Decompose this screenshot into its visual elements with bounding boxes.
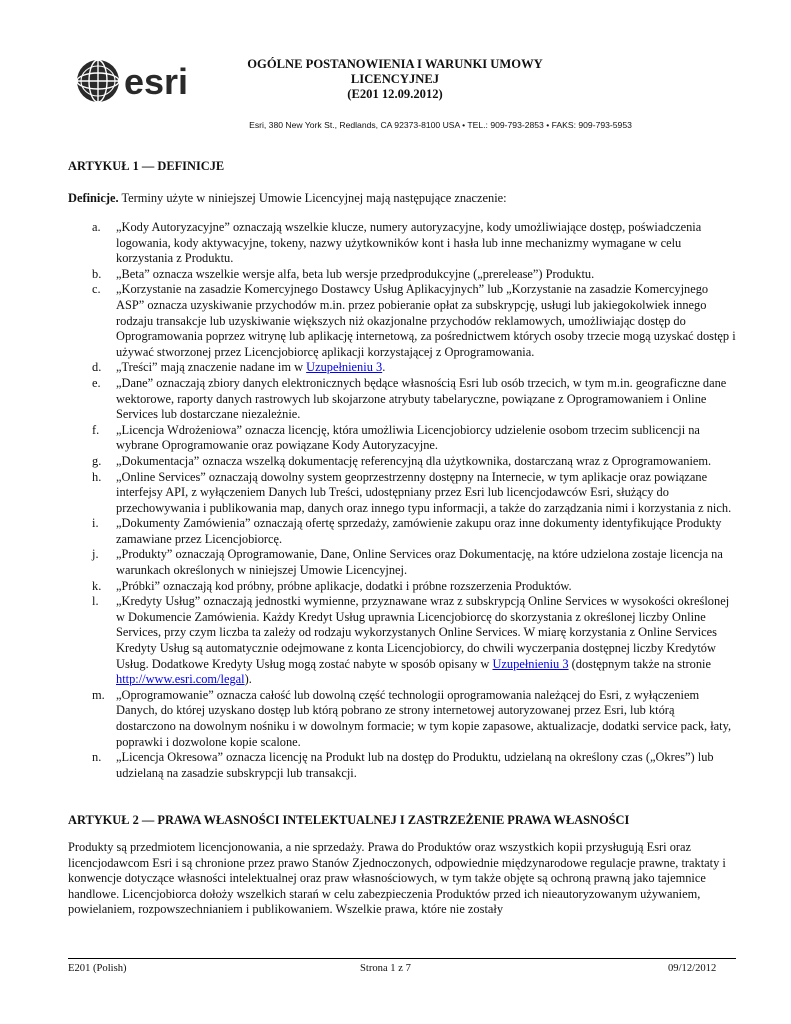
esri-legal-link[interactable]: http://www.esri.com/legal [116, 672, 245, 687]
list-item: j. „Produkty” oznaczają Oprogramowanie, Dane, Online Services oraz Dokumentację, na które udzielona zostaje licencja na warunkach określonych w niniejszej Umowie Licencyjnej. [92, 547, 723, 578]
article2-heading: ARTYKUŁ 2 — PRAWA WŁASNOŚCI INTELEKTUALNEJ I ZASTRZEŻENIE PRAWA WŁASNOŚCI [68, 813, 630, 827]
supplement-3-link[interactable]: Uzupełnieniu 3 [306, 360, 383, 375]
globe-icon [77, 60, 119, 102]
footer-doc-id: E201 (Polish) [68, 963, 127, 974]
esri-logo [74, 56, 204, 106]
footer-divider [68, 958, 736, 959]
logo-wordmark: esri [124, 61, 189, 102]
list-item: f. „Licencja Wdrożeniowa” oznacza licencję, która umożliwia Licencjobiorcy udzielenie osobom trzecim sublicencji na wybrane Oprogramowanie oraz powiązane Kody Autoryzacyjne. [92, 422, 700, 453]
list-item: l. „Kredyty Usług” oznaczają jednostki wymienne, przyznawane wraz z subskrypcją Online Services w wysokości określonej w Dokumencie Zamówienia. Każdy Kredyt Usług uprawnia Licencjobiorcę do skorzystania z określonej liczby Online Services, przy czym liczba ta zależy od rodzaju wykorzystanych Online Services. W miarę korzystania z Online Services Kredyty Usług są automatycznie odejmowane z konta Licencjobiorcy, do chwili wyczerpania dostępnej liczby Kredytów Usług. Dodatkowe Kredyty Usług mogą zostać nabyte w sposób opisany w Uzupełnieniu 3 (dostępnym także na stronie http://www.esri.com/legal). [92, 594, 730, 687]
list-item: d. „Treści” mają znaczenie nadane im w Uzupełnieniu 3. [92, 360, 386, 375]
list-item: k. „Próbki” oznaczają kod próbny, próbne aplikacje, dodatki i próbne rozszerzenia Produktów. [92, 578, 572, 593]
list-item: m. „Oprogramowanie” oznacza całość lub dowolną część technologii oprogramowania należącej do Esri, z wyłączeniem Danych, do której uzyskano dostęp lub którą pobrano ze strony internetowej autoryzowanej przez Esri, lub którą dostarczono na dowolnym nośniku i w dowolnym formacie; w tym kopie zapasowe, aktualizacje, dodatki service pack, łaty, poprawki i dozwolone kopie scalone. [92, 687, 732, 749]
list-item: h. „Online Services” oznaczają dowolny system geoprzestrzenny dostępny na Internecie, w tym aplikacje oraz powiązane interfejsy API, z wyłączeniem Danych lub Treści, udostępniany przez Esri lub licencjodawców Esri, służący do przechowywania i publikowania map, danych oraz innego typu informacji, a także do zarządzania nimi i korzystania z nich. [92, 469, 732, 515]
definitions-list [68, 220, 736, 781]
footer-date: 09/12/2012 [668, 963, 717, 974]
list-item: i. „Dokumenty Zamówienia” oznaczają ofertę sprzedaży, zamówienie zakupu oraz inne dokumenty identyfikujące Produkty zamawiane przez Licencjobiorcę. [92, 516, 722, 546]
company-address: Esri, 380 New York St., Redlands, CA 92373-8100 USA • TEL.: 909-793-2853 • FAKS: 909-793-5953 [249, 120, 632, 130]
list-item: c. „Korzystanie na zasadzie Komercyjnego Dostawcy Usług Aplikacyjnych” lub „Korzystanie na zasadzie Komercyjnego ASP” oznacza uzyskiwanie przychodów m.in. przez pobieranie opłat za subskrypcję, usługi lub jakiegokolwiek innego rodzaju transakcje lub uzyskiwanie większych niż okazjonalne przychodów reklamowych, umożliwiając dostęp do Oprogramowania poprzez witrynę lub aplikację internetową, za pośrednictwem których osoby trzecie mogą uzyskać dostęp i używać stworzonej przez Licencjobiorcę aplikacji korzystającej z Oprogramowania. [92, 282, 736, 359]
list-item: n. „Licencja Okresowa” oznacza licencję na Produkt lub na dostęp do Produktu, udzielaną na określony czas („Okres”) lub udzielaną na zasadzie subskrypcji lub transakcji. [92, 750, 714, 780]
list-item: g. „Dokumentacja” oznacza wszelką dokumentację referencyjną dla użytkownika, dostarczaną wraz z Oprogramowaniem. [92, 453, 712, 468]
list-item: b. „Beta” oznacza wszelkie wersje alfa, beta lub wersje przedprodukcyjne („prerelease”) Produktu. [92, 266, 595, 281]
list-item: a. „Kody Autoryzacyjne” oznaczają wszelkie klucze, numery autoryzacyjne, kody umożliwiające dostęp, poświadczenia logowania, kody aktywacyjne, tokeny, nazwy użytkowników kont i hasła lub inne mechanizmy wymagane w celu korzystania z Produktu. [92, 220, 702, 266]
list-item: e. „Dane” oznaczają zbiory danych elektronicznych będące własnością Esri lub osób trzecich, w tym m.in. geograficzne dane wektorowe, raporty danych rastrowych lub skojarzone atrybuty tabelaryczne, powiązane z Oprogramowaniem i Online Services lub dostarczane niezależnie. [92, 375, 727, 422]
article1-heading: ARTYKUŁ 1 — DEFINICJE [68, 159, 225, 173]
definitions-intro: Definicje. Terminy użyte w niniejszej Umowie Licencyjnej mają następujące znaczenie: [68, 191, 507, 205]
footer-page-number: Strona 1 z 7 [360, 963, 411, 974]
document-title: OGÓLNE POSTANOWIENIA I WARUNKI UMOWY LICENCYJNEJ (E201 12.09.2012) [247, 57, 543, 101]
supplement-3-link[interactable]: Uzupełnieniu 3 [492, 656, 569, 671]
article2-paragraph: Produkty są przedmiotem licencjonowania, a nie sprzedaży. Prawa do Produktów oraz wszystkich kopii przysługują Esri oraz licencjodawcom Esri i są chronione przez prawo Stanów Zjednoczonych, odpowiednie międzynarodowe regulacje prawne, traktaty i konwencje dotyczące własności intelektualnej oraz praw własnościowych, w tym także objęte są ochroną prawną jako tajemnice handlowe. Licencjobiorca dołoży wszelkich starań w celu zabezpieczenia Produktów przed ich nieautoryzowanym używaniem, powielaniem, rozpowszechnianiem i publikowaniem. Wszelkie prawa, które nie zostały [68, 840, 726, 917]
